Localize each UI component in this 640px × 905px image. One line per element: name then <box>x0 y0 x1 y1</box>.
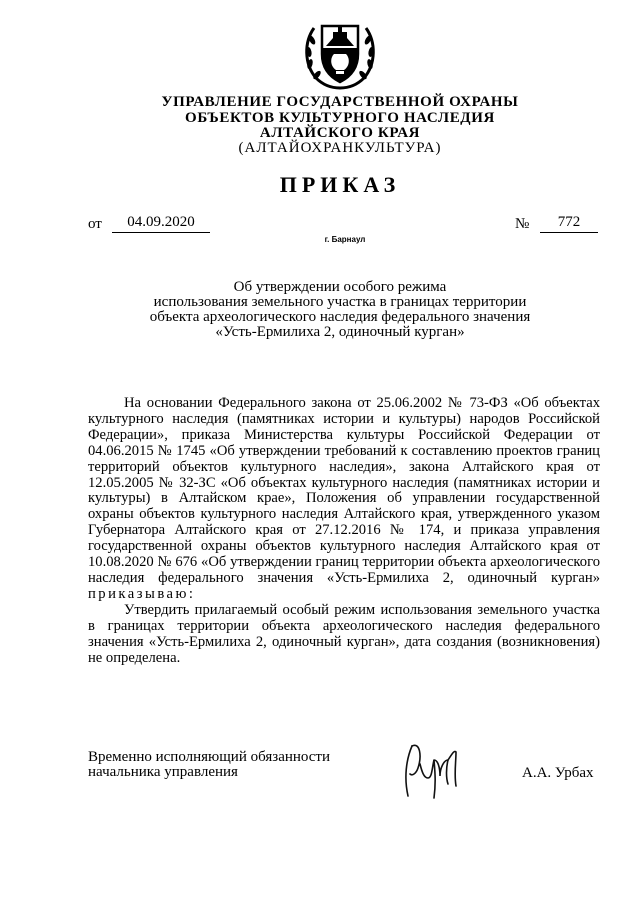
subject-line: «Усть-Ермилиха 2, одиночный курган» <box>215 324 465 340</box>
subject-line: Об утверждении особого режима <box>233 279 447 295</box>
signatory-role <box>88 750 330 780</box>
city: г. Барнаул <box>324 235 366 244</box>
organization-short-name: (АЛТАЙОХРАНКУЛЬТУРА) <box>238 140 442 156</box>
signatory-name: А.А. Урбах <box>522 765 594 781</box>
signatory-role-line-2: начальника управления <box>88 764 238 780</box>
order-word: приказываю: <box>88 585 196 602</box>
handwritten-signature-icon <box>400 738 470 804</box>
document-title: ПРИКАЗ <box>279 172 401 197</box>
order-subject <box>120 280 560 340</box>
decision-paragraph: Утвердить прилагаемый особый режим использования земельного участка в границах территории объекта археологического наследия федерального значения «Усть-Ермилиха 2, одиночный курган», дата создания (возникновения) не определена. <box>88 601 600 666</box>
organization-name-line-3: АЛТАЙСКОГО КРАЯ <box>259 125 421 141</box>
order-number: 772 <box>540 214 598 233</box>
subject-line: объекта археологического наследия федерального значения <box>149 309 531 325</box>
basis-paragraph <box>88 396 600 603</box>
order-body <box>88 396 600 666</box>
altai-krai-coat-of-arms-icon <box>300 18 380 90</box>
order-date: 04.09.2020 <box>112 214 210 233</box>
date-prefix: от <box>88 216 102 232</box>
organization-name-line-2: ОБЪЕКТОВ КУЛЬТУРНОГО НАСЛЕДИЯ <box>185 110 495 126</box>
signatory-role-line-1: Временно исполняющий обязанности <box>88 749 331 765</box>
basis-text: На основании Федерального закона от 25.06.2002 № 73-ФЗ «Об объектах культурного наследия (памятниках истории и культуры) народов Российской Федерации», приказа Министерства культуры Российской Федерации от 04.06.2015 № 1745 «Об утверждении требований к составлению проектов границ территорий объектов культурного наследия», закона Алтайского края от 12.05.2005 № 32-ЗС «Об объектах культурного наследия (памятниках истории и культуры) в Алтайском крае», Положения об управлении государственной охраны объектов культурного наследия Алтайского края, утвержденного указом Губернатора Алтайского края от 27.12.2016 № 174, и приказа управления государственной охраны объектов культурного наследия Алтайского края от 10.08.2020 № 676 «Об утверждении границ территории объекта археологического наследия федерального значения «Усть-Ермилиха 2, одиночный курган» <box>88 395 600 586</box>
number-prefix: № <box>515 216 530 232</box>
subject-line: использования земельного участка в границах территории <box>153 294 527 310</box>
organization-name-line-1: УПРАВЛЕНИЕ ГОСУДАРСТВЕННОЙ ОХРАНЫ <box>161 94 519 110</box>
